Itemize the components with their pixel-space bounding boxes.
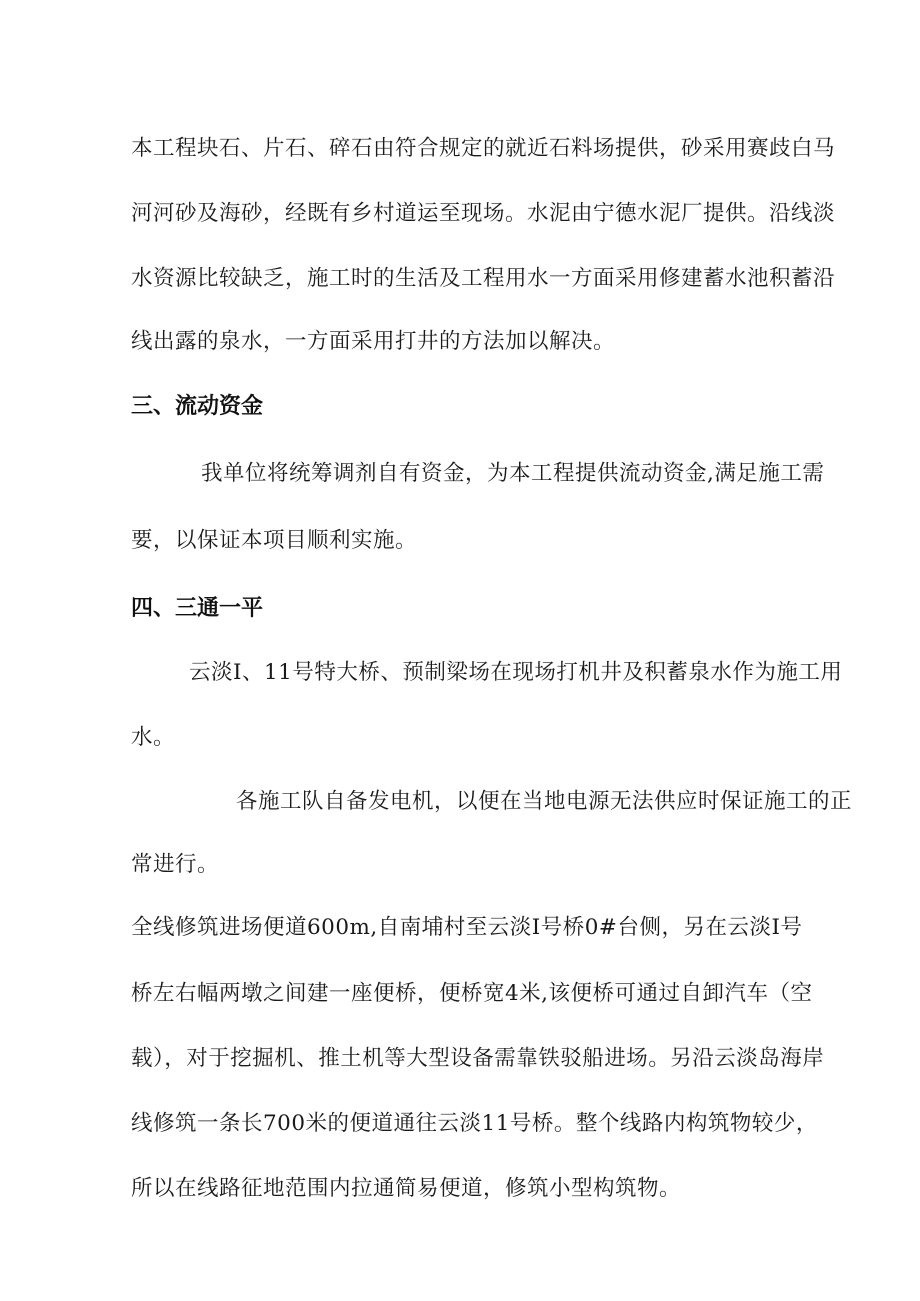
- text-line: 桥左右幅两墩之间建一座便桥，便桥宽4米,该便桥可通过自卸汽车（空: [131, 981, 813, 1006]
- text-line: 河河砂及海砂，经既有乡村道运至现场。水泥由宁德水泥厂提供。沿线淡: [131, 201, 836, 226]
- text-line: 全线修筑进场便道600m,自南埔村至云淡Ⅰ号桥0#台侧，另在云淡Ⅰ号: [131, 915, 803, 940]
- text-line: 常进行。: [131, 852, 220, 877]
- text-line: 线出露的泉水，一方面采用打井的方法加以解决。: [131, 329, 616, 354]
- text-line: 各施工队自备发电机，以便在当地电源无法供应时保证施工的正: [236, 789, 853, 814]
- text-line: 我单位将统筹调剂自有资金，为本工程提供流动资金,满足施工需: [201, 461, 825, 486]
- text-line: 本工程块石、片石、碎石由符合规定的就近石料场提供，砂采用赛歧白马: [131, 136, 836, 161]
- text-line: 云淡Ⅰ、11号特大桥、预制梁场在现场打机井及积蓄泉水作为施工用: [189, 660, 843, 685]
- text-line: 要，以保证本项目顺利实施。: [131, 528, 418, 553]
- text-line: 所以在线路征地范围内拉通简易便道，修筑小型构筑物。: [131, 1176, 682, 1201]
- text-line: 水资源比较缺乏，施工时的生活及工程用水一方面采用修建蓄水池积蓄沿: [131, 266, 836, 291]
- text-line: 线修筑一条长700米的便道通往云淡11号桥。整个线路内构筑物较少，: [131, 1111, 818, 1136]
- section-heading-utilities: 四、三通一平: [131, 596, 264, 621]
- text-line: 水。: [131, 725, 176, 750]
- text-line: 载），对于挖掘机、推土机等大型设备需靠铁驳船进场。另沿云淡岛海岸: [131, 1046, 825, 1071]
- section-heading-liquidity: 三、流动资金: [131, 394, 264, 419]
